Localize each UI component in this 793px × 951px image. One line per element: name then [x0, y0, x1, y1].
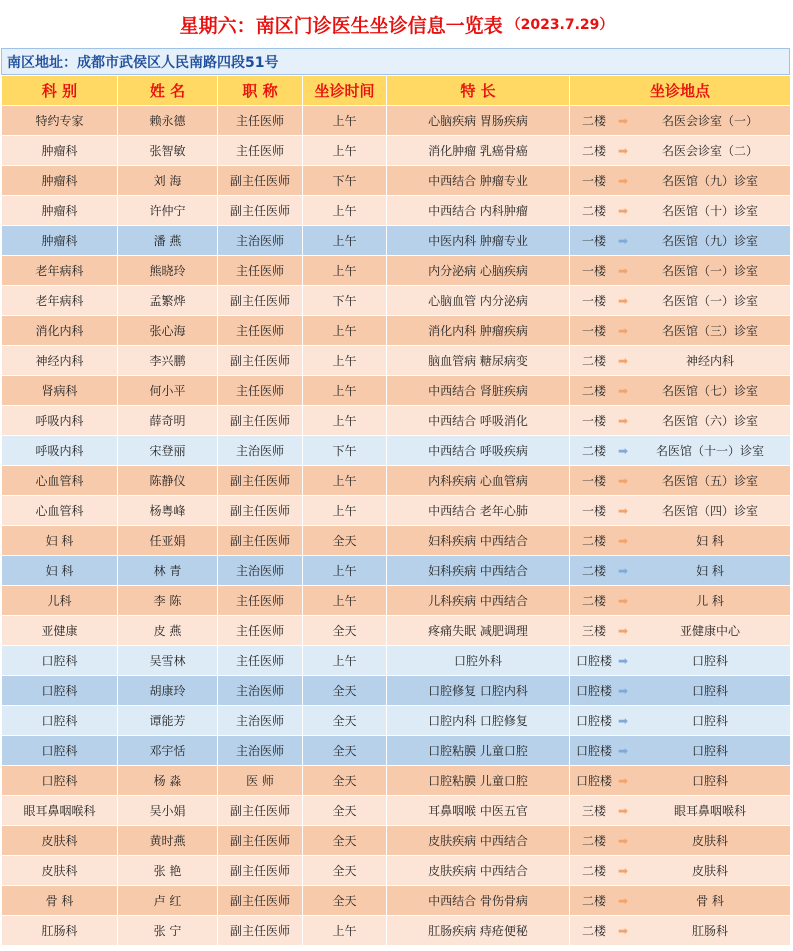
specialty-cell: 中西结合 内科肿瘤	[387, 196, 570, 226]
room-label: 名医馆（三）诊室	[661, 324, 758, 338]
arrow-right-icon: ➡	[617, 503, 629, 518]
dept-cell: 肛肠科	[2, 916, 118, 946]
location-cell	[570, 346, 791, 376]
floor-label: 二楼	[581, 564, 606, 578]
dept-cell: 老年病科	[2, 256, 118, 286]
location-cell	[570, 376, 791, 406]
doctor-name-cell: 李 陈	[118, 586, 218, 616]
arrow-right-icon: ➡	[617, 113, 629, 128]
dept-cell: 消化内科	[2, 316, 118, 346]
table-row	[2, 226, 791, 256]
specialty-cell: 耳鼻咽喉 中医五官	[387, 796, 570, 826]
specialty-cell: 口腔内科 口腔修复	[387, 706, 570, 736]
job-title-cell: 副主任医师	[218, 196, 303, 226]
table-row	[2, 736, 791, 766]
doctor-name-cell: 许仲宁	[118, 196, 218, 226]
dept-cell: 肿瘤科	[2, 196, 118, 226]
location-cell	[570, 736, 791, 766]
table-row	[2, 526, 791, 556]
table-row	[2, 556, 791, 586]
location-cell	[570, 466, 791, 496]
location-cell	[570, 526, 791, 556]
table-row	[2, 886, 791, 916]
room-label: 名医馆（七）诊室	[661, 384, 758, 398]
time-cell: 全天	[303, 706, 387, 736]
job-title-cell: 主任医师	[218, 106, 303, 136]
doctor-name-cell: 陈静仪	[118, 466, 218, 496]
col-header-time: 坐诊时间	[303, 76, 387, 106]
table-row	[2, 196, 791, 226]
job-title-cell: 副主任医师	[218, 166, 303, 196]
floor-label: 口腔楼	[575, 684, 612, 698]
room-label: 骨 科	[696, 894, 724, 908]
location-cell	[570, 856, 791, 886]
arrow-right-icon: ➡	[617, 233, 629, 248]
specialty-cell: 中西结合 肿瘤专业	[387, 166, 570, 196]
location-cell	[570, 286, 791, 316]
dept-cell: 皮肤科	[2, 856, 118, 886]
table-row	[2, 586, 791, 616]
arrow-right-icon: ➡	[617, 593, 629, 608]
time-cell: 全天	[303, 676, 387, 706]
location-cell	[570, 496, 791, 526]
location-cell	[570, 646, 791, 676]
specialty-cell: 心脑疾病 胃肠疾病	[387, 106, 570, 136]
location-cell	[570, 886, 791, 916]
specialty-cell: 口腔粘膜 儿童口腔	[387, 736, 570, 766]
time-cell: 上午	[303, 106, 387, 136]
table-row	[2, 136, 791, 166]
dept-cell: 呼吸内科	[2, 406, 118, 436]
location-cell	[570, 616, 791, 646]
floor-label: 二楼	[581, 594, 606, 608]
dept-cell: 妇 科	[2, 526, 118, 556]
table-row	[2, 406, 791, 436]
time-cell: 下午	[303, 166, 387, 196]
room-label: 口腔科	[691, 744, 728, 758]
room-label: 名医馆（五）诊室	[661, 474, 758, 488]
floor-label: 二楼	[581, 924, 606, 938]
specialty-cell: 中西结合 老年心肺	[387, 496, 570, 526]
location-cell	[570, 136, 791, 166]
table-row	[2, 706, 791, 736]
room-label: 口腔科	[691, 684, 728, 698]
location-cell	[570, 766, 791, 796]
job-title-cell: 主任医师	[218, 256, 303, 286]
time-cell: 上午	[303, 646, 387, 676]
doctor-name-cell: 吴小娟	[118, 796, 218, 826]
room-label: 口腔科	[691, 654, 728, 668]
arrow-right-icon: ➡	[617, 803, 629, 818]
time-cell: 上午	[303, 376, 387, 406]
dept-cell: 妇 科	[2, 556, 118, 586]
job-title-cell: 主治医师	[218, 226, 303, 256]
location-cell	[570, 796, 791, 826]
specialty-cell: 消化内科 肿瘤疾病	[387, 316, 570, 346]
location-cell	[570, 436, 791, 466]
arrow-right-icon: ➡	[617, 833, 629, 848]
table-row	[2, 376, 791, 406]
job-title-cell: 主任医师	[218, 586, 303, 616]
dept-cell: 口腔科	[2, 766, 118, 796]
job-title-cell: 主任医师	[218, 376, 303, 406]
table-row	[2, 286, 791, 316]
room-label: 妇 科	[696, 534, 724, 548]
table-row	[2, 436, 791, 466]
specialty-cell: 口腔外科	[387, 646, 570, 676]
arrow-right-icon: ➡	[617, 563, 629, 578]
floor-label: 二楼	[581, 864, 606, 878]
time-cell: 上午	[303, 136, 387, 166]
dept-cell: 特约专家	[2, 106, 118, 136]
arrow-right-icon: ➡	[617, 293, 629, 308]
time-cell: 全天	[303, 736, 387, 766]
room-label: 名医馆（四）诊室	[661, 504, 758, 518]
table-row	[2, 166, 791, 196]
doctor-name-cell: 张 宁	[118, 916, 218, 946]
col-header-name: 姓 名	[118, 76, 218, 106]
job-title-cell: 主治医师	[218, 736, 303, 766]
table-row	[2, 766, 791, 796]
location-cell	[570, 406, 791, 436]
col-header-specialty: 特 长	[387, 76, 570, 106]
job-title-cell: 医 师	[218, 766, 303, 796]
specialty-cell: 消化肿瘤 乳癌骨癌	[387, 136, 570, 166]
specialty-cell: 口腔粘膜 儿童口腔	[387, 766, 570, 796]
job-title-cell: 主治医师	[218, 556, 303, 586]
specialty-cell: 中西结合 骨伤骨病	[387, 886, 570, 916]
time-cell: 上午	[303, 466, 387, 496]
specialty-cell: 中医内科 肿瘤专业	[387, 226, 570, 256]
room-label: 名医会诊室（一）	[661, 114, 758, 128]
dept-cell: 口腔科	[2, 646, 118, 676]
job-title-cell: 副主任医师	[218, 496, 303, 526]
room-label: 名医馆（十）诊室	[661, 204, 758, 218]
location-cell	[570, 196, 791, 226]
arrow-right-icon: ➡	[617, 143, 629, 158]
doctor-name-cell: 杨 淼	[118, 766, 218, 796]
table-row	[2, 616, 791, 646]
floor-label: 一楼	[581, 324, 606, 338]
time-cell: 上午	[303, 316, 387, 346]
arrow-right-icon: ➡	[617, 893, 629, 908]
job-title-cell: 副主任医师	[218, 796, 303, 826]
specialty-cell: 中西结合 肾脏疾病	[387, 376, 570, 406]
job-title-cell: 副主任医师	[218, 856, 303, 886]
job-title-cell: 主任医师	[218, 316, 303, 346]
time-cell: 全天	[303, 886, 387, 916]
time-cell: 全天	[303, 826, 387, 856]
dept-cell: 肿瘤科	[2, 166, 118, 196]
job-title-cell: 主治医师	[218, 676, 303, 706]
job-title-cell: 主任医师	[218, 136, 303, 166]
doctor-name-cell: 谭能芳	[118, 706, 218, 736]
specialty-cell: 疼痛失眠 减肥调理	[387, 616, 570, 646]
doctor-name-cell: 任亚娟	[118, 526, 218, 556]
floor-label: 一楼	[581, 504, 606, 518]
specialty-cell: 皮肤疾病 中西结合	[387, 826, 570, 856]
doctor-name-cell: 卢 红	[118, 886, 218, 916]
doctor-name-cell: 张智敏	[118, 136, 218, 166]
table-row	[2, 916, 791, 946]
col-header-location: 坐诊地点	[570, 76, 791, 106]
dept-cell: 肿瘤科	[2, 226, 118, 256]
arrow-right-icon: ➡	[617, 263, 629, 278]
specialty-cell: 心脑血管 内分泌病	[387, 286, 570, 316]
room-label: 亚健康中心	[679, 624, 740, 638]
schedule-table	[1, 75, 791, 946]
arrow-right-icon: ➡	[617, 923, 629, 938]
time-cell: 上午	[303, 586, 387, 616]
room-label: 妇 科	[696, 564, 724, 578]
page-title: 星期六：南区门诊医生坐诊信息一览表	[179, 14, 503, 37]
job-title-cell: 副主任医师	[218, 886, 303, 916]
arrow-right-icon: ➡	[617, 353, 629, 368]
dept-cell: 皮肤科	[2, 826, 118, 856]
floor-label: 二楼	[581, 444, 606, 458]
dept-cell: 骨 科	[2, 886, 118, 916]
dept-cell: 口腔科	[2, 676, 118, 706]
table-row	[2, 856, 791, 886]
specialty-cell: 内科疾病 心血管病	[387, 466, 570, 496]
location-cell	[570, 106, 791, 136]
doctor-name-cell: 林 青	[118, 556, 218, 586]
time-cell: 上午	[303, 256, 387, 286]
dept-cell: 心血管科	[2, 466, 118, 496]
specialty-cell: 肛肠疾病 痔疮便秘	[387, 916, 570, 946]
arrow-right-icon: ➡	[617, 623, 629, 638]
doctor-name-cell: 熊晓玲	[118, 256, 218, 286]
table-header-row	[2, 76, 791, 106]
location-cell	[570, 916, 791, 946]
floor-label: 三楼	[581, 624, 606, 638]
time-cell: 上午	[303, 406, 387, 436]
doctor-name-cell: 皮 燕	[118, 616, 218, 646]
floor-label: 一楼	[581, 234, 606, 248]
dept-cell: 亚健康	[2, 616, 118, 646]
job-title-cell: 主治医师	[218, 436, 303, 466]
location-cell	[570, 586, 791, 616]
floor-label: 一楼	[581, 474, 606, 488]
floor-label: 三楼	[581, 804, 606, 818]
room-label: 口腔科	[691, 714, 728, 728]
time-cell: 下午	[303, 436, 387, 466]
arrow-right-icon: ➡	[617, 323, 629, 338]
time-cell: 上午	[303, 346, 387, 376]
floor-label: 一楼	[581, 294, 606, 308]
arrow-right-icon: ➡	[617, 383, 629, 398]
floor-label: 二楼	[581, 534, 606, 548]
dept-cell: 肿瘤科	[2, 136, 118, 166]
arrow-right-icon: ➡	[617, 683, 629, 698]
time-cell: 全天	[303, 616, 387, 646]
room-label: 肛肠科	[691, 924, 728, 938]
job-title-cell: 副主任医师	[218, 526, 303, 556]
floor-label: 二楼	[581, 894, 606, 908]
doctor-name-cell: 潘 燕	[118, 226, 218, 256]
room-label: 儿 科	[696, 594, 724, 608]
job-title-cell: 副主任医师	[218, 406, 303, 436]
floor-label: 口腔楼	[575, 774, 612, 788]
time-cell: 上午	[303, 916, 387, 946]
job-title-cell: 副主任医师	[218, 466, 303, 496]
doctor-name-cell: 李兴鹏	[118, 346, 218, 376]
dept-cell: 儿科	[2, 586, 118, 616]
location-cell	[570, 226, 791, 256]
dept-cell: 心血管科	[2, 496, 118, 526]
time-cell: 全天	[303, 796, 387, 826]
doctor-name-cell: 赖永德	[118, 106, 218, 136]
dept-cell: 呼吸内科	[2, 436, 118, 466]
arrow-right-icon: ➡	[617, 533, 629, 548]
floor-label: 口腔楼	[575, 714, 612, 728]
specialty-cell: 口腔修复 口腔内科	[387, 676, 570, 706]
dept-cell: 口腔科	[2, 706, 118, 736]
table-row	[2, 346, 791, 376]
arrow-right-icon: ➡	[617, 773, 629, 788]
room-label: 名医会诊室（二）	[661, 144, 758, 158]
location-cell	[570, 676, 791, 706]
dept-cell: 神经内科	[2, 346, 118, 376]
doctor-name-cell: 张心海	[118, 316, 218, 346]
arrow-right-icon: ➡	[617, 173, 629, 188]
specialty-cell: 内分泌病 心脑疾病	[387, 256, 570, 286]
arrow-right-icon: ➡	[617, 413, 629, 428]
doctor-name-cell: 何小平	[118, 376, 218, 406]
specialty-cell: 妇科疾病 中西结合	[387, 556, 570, 586]
specialty-cell: 皮肤疾病 中西结合	[387, 856, 570, 886]
doctor-name-cell: 杨粤峰	[118, 496, 218, 526]
room-label: 名医馆（一）诊室	[661, 264, 758, 278]
doctor-name-cell: 刘 海	[118, 166, 218, 196]
room-label: 名医馆（九）诊室	[661, 234, 758, 248]
location-cell	[570, 556, 791, 586]
arrow-right-icon: ➡	[617, 473, 629, 488]
specialty-cell: 中西结合 呼吸疾病	[387, 436, 570, 466]
arrow-right-icon: ➡	[617, 713, 629, 728]
floor-label: 二楼	[581, 114, 606, 128]
arrow-right-icon: ➡	[617, 743, 629, 758]
floor-label: 二楼	[581, 354, 606, 368]
room-label: 皮肤科	[691, 864, 728, 878]
time-cell: 全天	[303, 856, 387, 886]
floor-label: 一楼	[581, 264, 606, 278]
table-row	[2, 106, 791, 136]
time-cell: 上午	[303, 196, 387, 226]
table-row	[2, 256, 791, 286]
time-cell: 上午	[303, 226, 387, 256]
time-cell: 全天	[303, 766, 387, 796]
room-label: 名医馆（九）诊室	[661, 174, 758, 188]
table-row	[2, 466, 791, 496]
doctor-name-cell: 孟繁烨	[118, 286, 218, 316]
floor-label: 二楼	[581, 834, 606, 848]
floor-label: 二楼	[581, 384, 606, 398]
floor-label: 口腔楼	[575, 744, 612, 758]
room-label: 皮肤科	[691, 834, 728, 848]
dept-cell: 肾病科	[2, 376, 118, 406]
job-title-cell: 主任医师	[218, 616, 303, 646]
address-bar: 南区地址：成都市武侯区人民南路四段51号	[1, 48, 790, 75]
dept-cell: 老年病科	[2, 286, 118, 316]
arrow-right-icon: ➡	[617, 863, 629, 878]
location-cell	[570, 316, 791, 346]
specialty-cell: 中西结合 呼吸消化	[387, 406, 570, 436]
floor-label: 一楼	[581, 174, 606, 188]
room-label: 口腔科	[691, 774, 728, 788]
job-title-cell: 主治医师	[218, 706, 303, 736]
page-date: （2023.7.29）	[506, 17, 614, 33]
doctor-name-cell: 胡康玲	[118, 676, 218, 706]
doctor-name-cell: 张 艳	[118, 856, 218, 886]
arrow-right-icon: ➡	[617, 653, 629, 668]
room-label: 眼耳鼻咽喉科	[673, 804, 746, 818]
room-label: 名医馆（六）诊室	[661, 414, 758, 428]
arrow-right-icon: ➡	[617, 203, 629, 218]
specialty-cell: 儿科疾病 中西结合	[387, 586, 570, 616]
arrow-right-icon: ➡	[617, 443, 629, 458]
location-cell	[570, 166, 791, 196]
page-title-bar	[0, 0, 793, 48]
room-label: 名医馆（一）诊室	[661, 294, 758, 308]
job-title-cell: 副主任医师	[218, 916, 303, 946]
doctor-name-cell: 黄时燕	[118, 826, 218, 856]
floor-label: 口腔楼	[575, 654, 612, 668]
time-cell: 上午	[303, 496, 387, 526]
col-header-title: 职 称	[218, 76, 303, 106]
location-cell	[570, 256, 791, 286]
location-cell	[570, 826, 791, 856]
table-row	[2, 496, 791, 526]
table-row	[2, 826, 791, 856]
table-row	[2, 676, 791, 706]
dept-cell: 口腔科	[2, 736, 118, 766]
job-title-cell: 副主任医师	[218, 286, 303, 316]
job-title-cell: 主任医师	[218, 646, 303, 676]
floor-label: 二楼	[581, 144, 606, 158]
floor-label: 一楼	[581, 414, 606, 428]
specialty-cell: 脑血管病 糖尿病变	[387, 346, 570, 376]
room-label: 名医馆（十一）诊室	[655, 444, 764, 458]
time-cell: 全天	[303, 526, 387, 556]
table-row	[2, 796, 791, 826]
job-title-cell: 副主任医师	[218, 346, 303, 376]
specialty-cell: 妇科疾病 中西结合	[387, 526, 570, 556]
time-cell: 下午	[303, 286, 387, 316]
table-row	[2, 646, 791, 676]
col-header-dept: 科 别	[2, 76, 118, 106]
job-title-cell: 副主任医师	[218, 826, 303, 856]
table-row	[2, 316, 791, 346]
doctor-name-cell: 邓宇恬	[118, 736, 218, 766]
location-cell	[570, 706, 791, 736]
room-label: 神经内科	[685, 354, 734, 368]
doctor-name-cell: 宋登丽	[118, 436, 218, 466]
time-cell: 上午	[303, 556, 387, 586]
floor-label: 二楼	[581, 204, 606, 218]
dept-cell: 眼耳鼻咽喉科	[2, 796, 118, 826]
doctor-name-cell: 吴雪林	[118, 646, 218, 676]
doctor-name-cell: 薛奇明	[118, 406, 218, 436]
